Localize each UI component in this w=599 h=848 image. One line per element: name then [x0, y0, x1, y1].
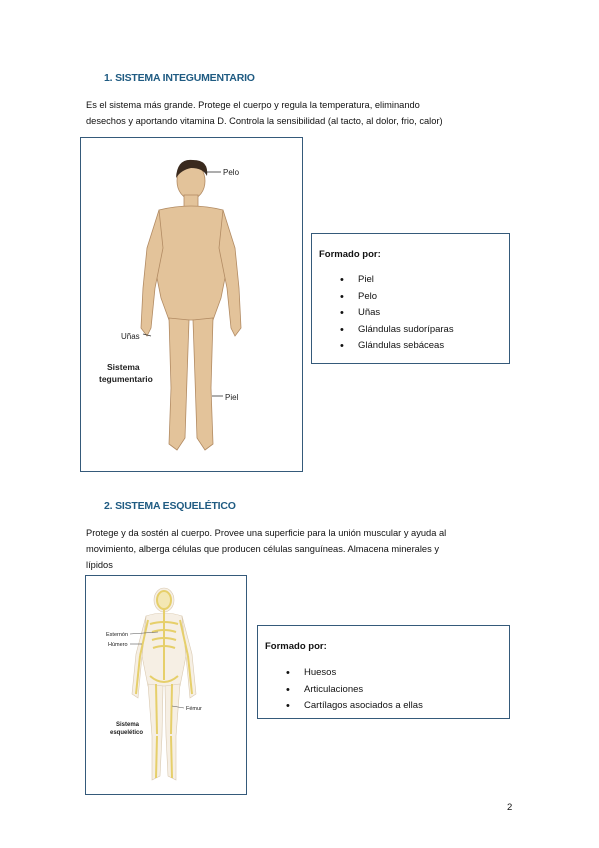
paragraph-line: desechos y aportando vitamina D. Controla la sensibilidad (al tacto, al dolor, frio, calor) [86, 116, 443, 126]
label-femur: Fémur [186, 706, 202, 712]
paragraph-line: movimiento, alberga células que producen células sanguíneas. Almacena minerales y [86, 544, 439, 554]
formado-por-box-2 [257, 625, 510, 719]
label-humero: Húmero [108, 642, 128, 648]
paragraph-line: lípidos [86, 560, 113, 570]
figure-caption: esquelético [110, 730, 144, 736]
list-item: • Huesos [282, 665, 423, 682]
section-1-heading: 1. SISTEMA INTEGUMENTARIO [104, 72, 255, 84]
paragraph-line: Es el sistema más grande. Protege el cuerpo y regula la temperatura, eliminando [86, 100, 420, 110]
component-list [282, 665, 423, 715]
figure-caption: Sistema [107, 362, 140, 372]
list-item: • Glándulas sebáceas [336, 338, 454, 355]
list-item: • Glándulas sudoríparas [336, 322, 454, 339]
label-esternon: Esternón [106, 632, 129, 638]
skeleton-illustration [86, 576, 246, 794]
label-unas: Uñas [121, 332, 140, 341]
figure-caption: Sistema [116, 722, 140, 728]
formado-por-box-1 [311, 233, 510, 364]
list-item: • Articulaciones [282, 682, 423, 699]
figure-caption: tegumentario [99, 374, 153, 384]
label-pelo: Pelo [223, 168, 240, 177]
box-title: Formado por: [319, 249, 381, 260]
component-list [336, 272, 454, 355]
list-item: • Pelo [336, 289, 454, 306]
human-body-illustration [81, 138, 302, 471]
list-item: • Cartílagos asociados a ellas [282, 698, 423, 715]
box-title: Formado por: [265, 641, 327, 652]
skeletal-figure [85, 575, 247, 795]
list-item: • Piel [336, 272, 454, 289]
list-item: • Uñas [336, 305, 454, 322]
paragraph-line: Protege y da sostén al cuerpo. Provee una superficie para la unión muscular y ayuda al [86, 528, 447, 538]
section-2-heading: 2. SISTEMA ESQUELÉTICO [104, 500, 236, 512]
section-1-paragraph [86, 97, 526, 129]
page-number: 2 [507, 802, 513, 813]
label-piel: Piel [225, 393, 239, 402]
section-2-paragraph [86, 525, 526, 573]
integumentary-figure [80, 137, 303, 472]
